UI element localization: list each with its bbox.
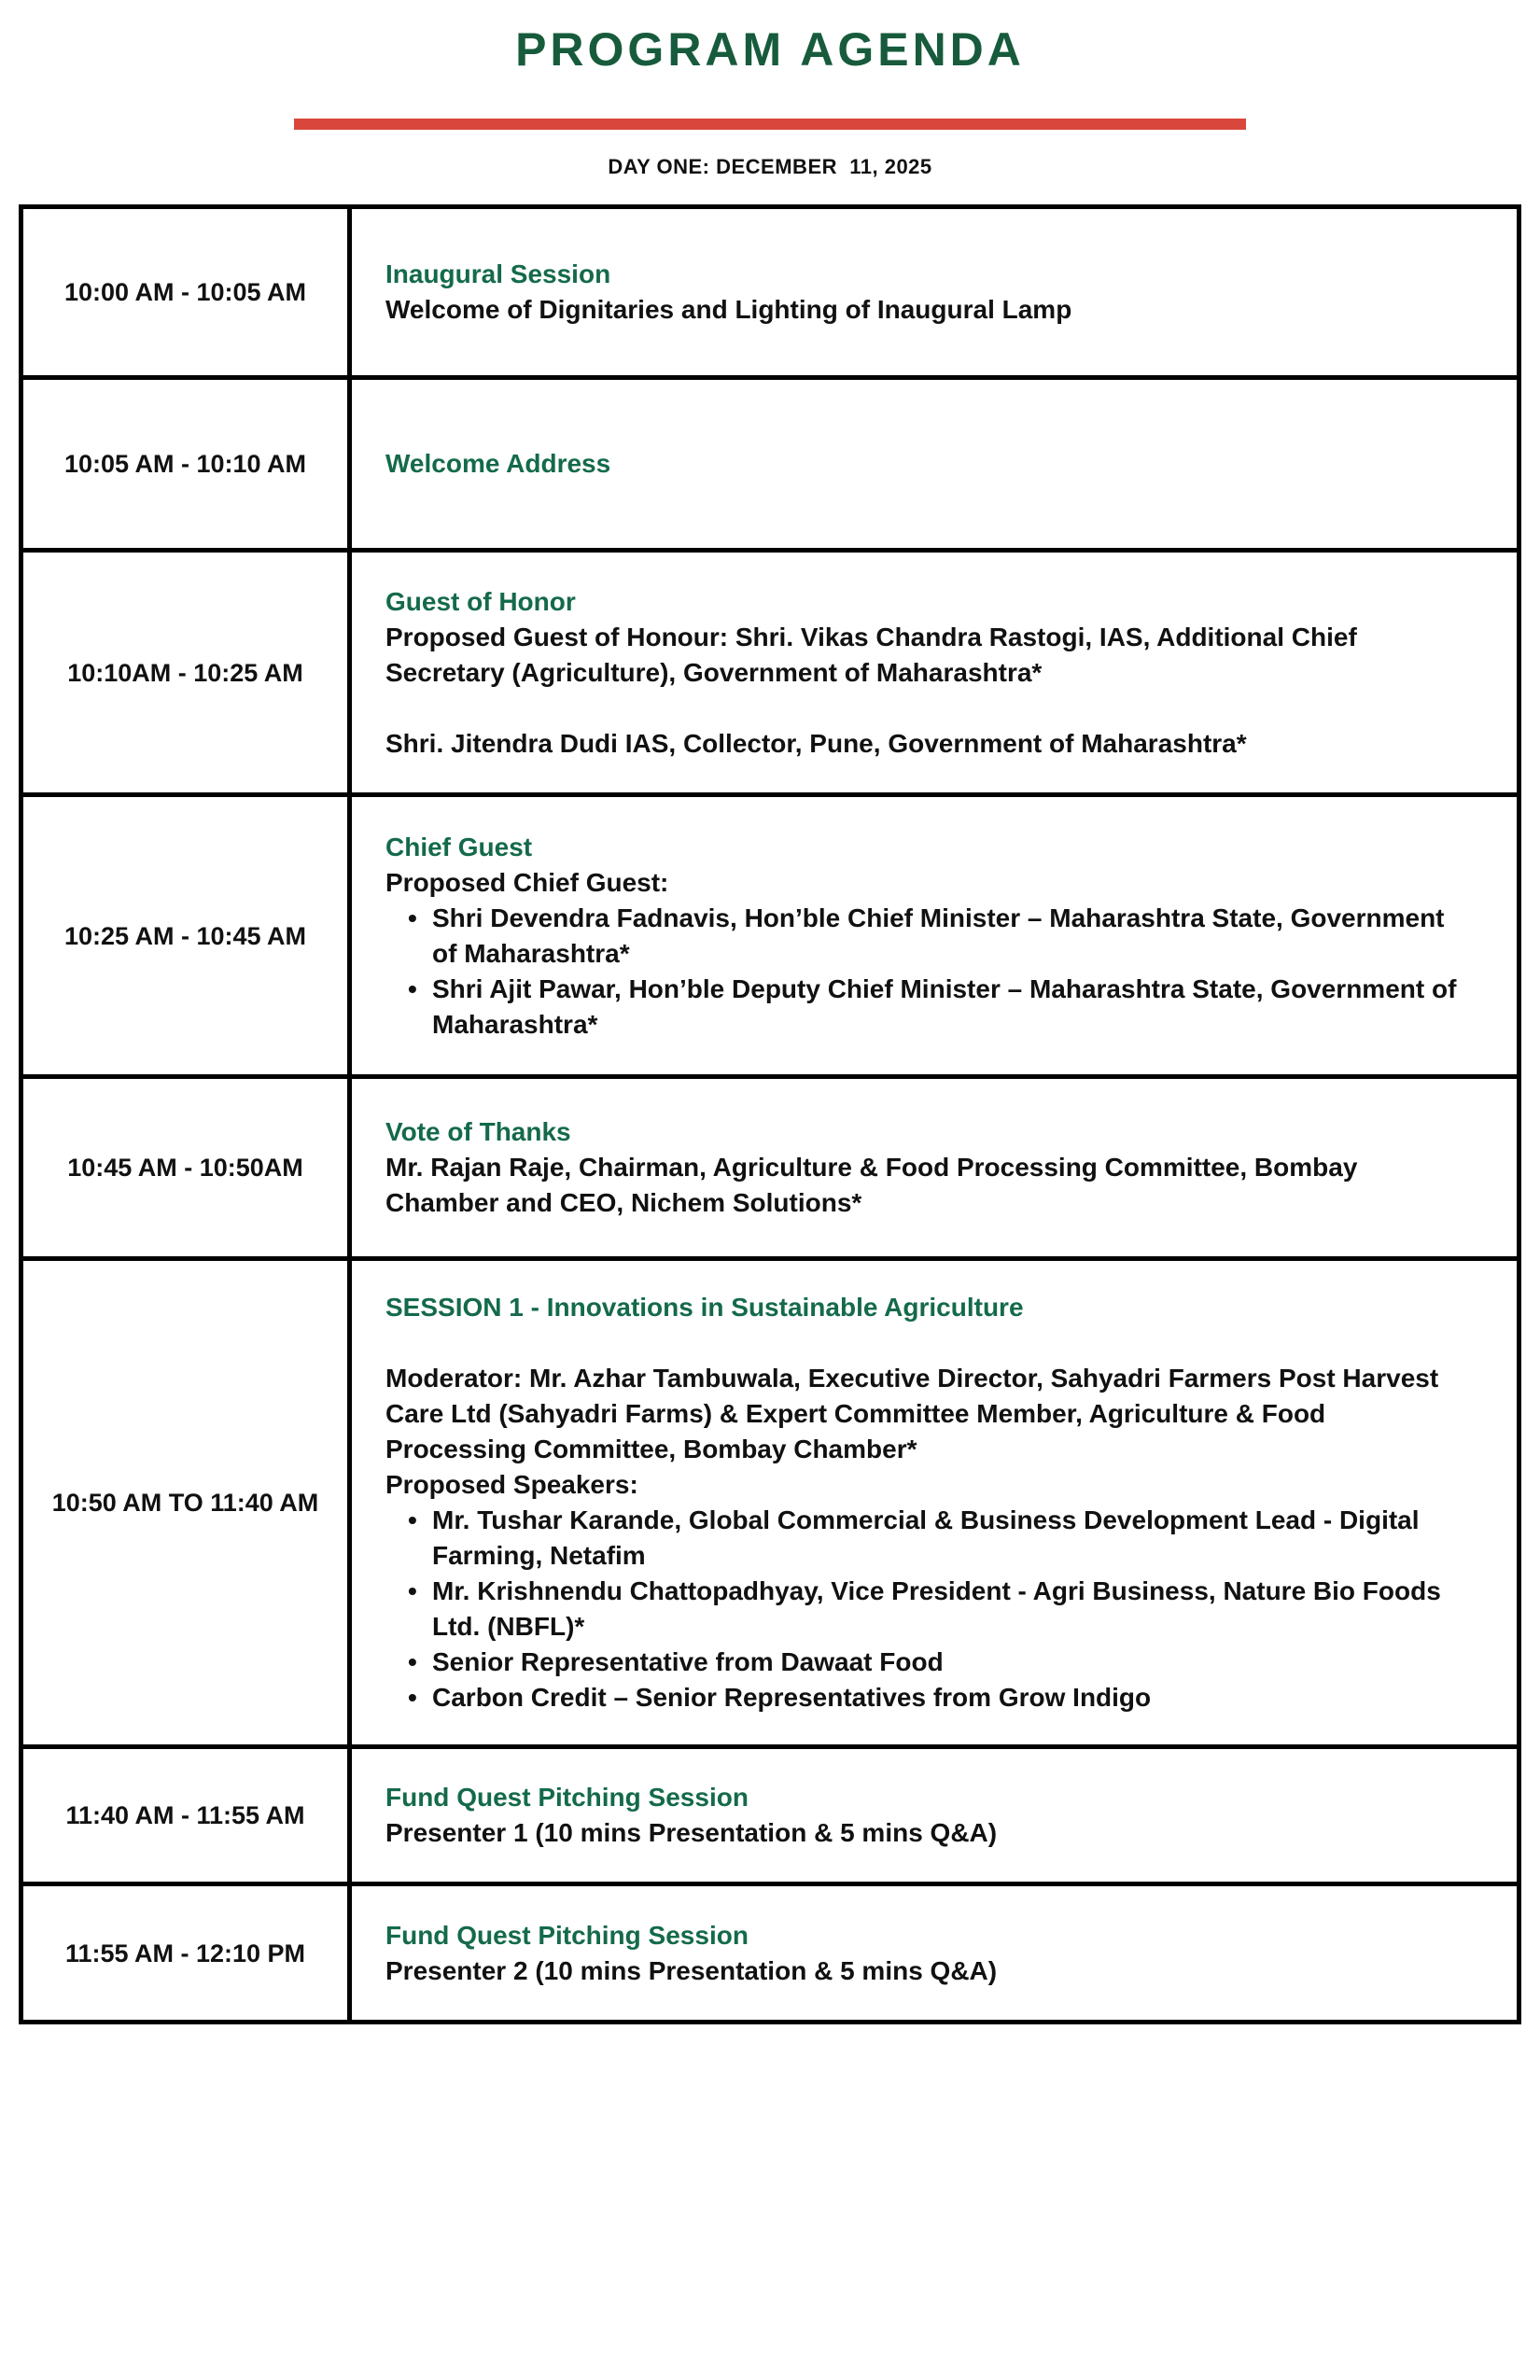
date-heading: DAY ONE: DECEMBER 11, 2025 bbox=[608, 155, 932, 178]
time-cell: 10:45 AM - 10:50AM bbox=[21, 1077, 350, 1259]
table-row bbox=[21, 795, 1519, 1077]
speaker-list bbox=[385, 1503, 1472, 1715]
time-cell: 11:55 AM - 12:10 PM bbox=[21, 1884, 350, 2023]
session-cell bbox=[350, 207, 1519, 378]
table-row bbox=[21, 207, 1519, 378]
list-item: • Carbon Credit – Senior Representatives from Grow Indigo bbox=[406, 1680, 1472, 1715]
session-text: Proposed Guest of Honour: Shri. Vikas Chandra Rastogi, IAS, Additional Chief Secretary (Agriculture), Government of Maharashtra* bbox=[385, 622, 1357, 687]
list-item: • Mr. Tushar Karande, Global Commercial & Business Development Lead - Digital Farming, Netafim bbox=[406, 1503, 1472, 1574]
table-row bbox=[21, 551, 1519, 795]
session-text: Shri. Jitendra Dudi IAS, Collector, Pune, Government of Maharashtra* bbox=[385, 728, 1247, 758]
session-text: Moderator: Mr. Azhar Tambuwala, Executive Director, Sahyadri Farmers Post Harvest Care Ltd (Sahyadri Farms) & Expert Committee Member, Agriculture & Food Processing Committee, Bombay Chamber* bbox=[385, 1364, 1439, 1463]
session-title: Inaugural Session bbox=[385, 259, 611, 288]
session-cell bbox=[350, 1747, 1519, 1884]
page-header bbox=[0, 0, 1540, 179]
session-cell bbox=[350, 1259, 1519, 1747]
session-title: Fund Quest Pitching Session bbox=[385, 1920, 749, 1950]
agenda-table-body bbox=[21, 207, 1519, 2023]
session-cell bbox=[350, 1077, 1519, 1259]
table-row bbox=[21, 1259, 1519, 1747]
list-item: • Shri Devendra Fadnavis, Hon’ble Chief Minister – Maharashtra State, Government of Maharashtra* bbox=[406, 901, 1472, 972]
session-text: Presenter 1 (10 mins Presentation & 5 mins Q&A) bbox=[385, 1818, 998, 1847]
agenda-table bbox=[19, 204, 1521, 2024]
page-title: PROGRAM AGENDA bbox=[515, 23, 1025, 76]
session-title: Guest of Honor bbox=[385, 586, 576, 616]
session-text: Presenter 2 (10 mins Presentation & 5 mins Q&A) bbox=[385, 1955, 998, 1985]
time-cell: 10:25 AM - 10:45 AM bbox=[21, 795, 350, 1077]
session-title: Vote of Thanks bbox=[385, 1117, 571, 1146]
session-text: Welcome of Dignitaries and Lighting of Inaugural Lamp bbox=[385, 295, 1072, 324]
session-title: Welcome Address bbox=[385, 449, 611, 478]
session-text: Proposed Chief Guest: bbox=[385, 867, 669, 897]
title-divider bbox=[294, 119, 1246, 130]
time-cell: 10:05 AM - 10:10 AM bbox=[21, 378, 350, 551]
session-text: Mr. Rajan Raje, Chairman, Agriculture & Food Processing Committee, Bombay Chamber and CEO, Nichem Solutions* bbox=[385, 1153, 1358, 1217]
session-title: Chief Guest bbox=[385, 832, 533, 861]
speaker-list bbox=[385, 901, 1472, 1043]
time-cell: 11:40 AM - 11:55 AM bbox=[21, 1747, 350, 1884]
session-cell bbox=[350, 795, 1519, 1077]
session-title: SESSION 1 - Innovations in Sustainable Agriculture bbox=[385, 1293, 1024, 1322]
session-title: Fund Quest Pitching Session bbox=[385, 1783, 749, 1812]
list-item: • Mr. Krishnendu Chattopadhyay, Vice President - Agri Business, Nature Bio Foods Ltd. (NBFL)* bbox=[406, 1574, 1472, 1645]
session-cell bbox=[350, 378, 1519, 551]
table-row bbox=[21, 378, 1519, 551]
time-cell: 10:00 AM - 10:05 AM bbox=[21, 207, 350, 378]
table-row bbox=[21, 1747, 1519, 1884]
session-cell bbox=[350, 551, 1519, 795]
session-cell bbox=[350, 1884, 1519, 2023]
blank-line bbox=[385, 1325, 1472, 1361]
list-item: • Shri Ajit Pawar, Hon’ble Deputy Chief Minister – Maharashtra State, Government of Maharashtra* bbox=[406, 972, 1472, 1043]
time-cell: 10:50 AM TO 11:40 AM bbox=[21, 1259, 350, 1747]
table-row bbox=[21, 1077, 1519, 1259]
table-row bbox=[21, 1884, 1519, 2023]
list-item: • Senior Representative from Dawaat Food bbox=[406, 1645, 1472, 1680]
blank-line bbox=[385, 691, 1472, 726]
session-text: Proposed Speakers: bbox=[385, 1470, 638, 1499]
time-cell: 10:10AM - 10:25 AM bbox=[21, 551, 350, 795]
